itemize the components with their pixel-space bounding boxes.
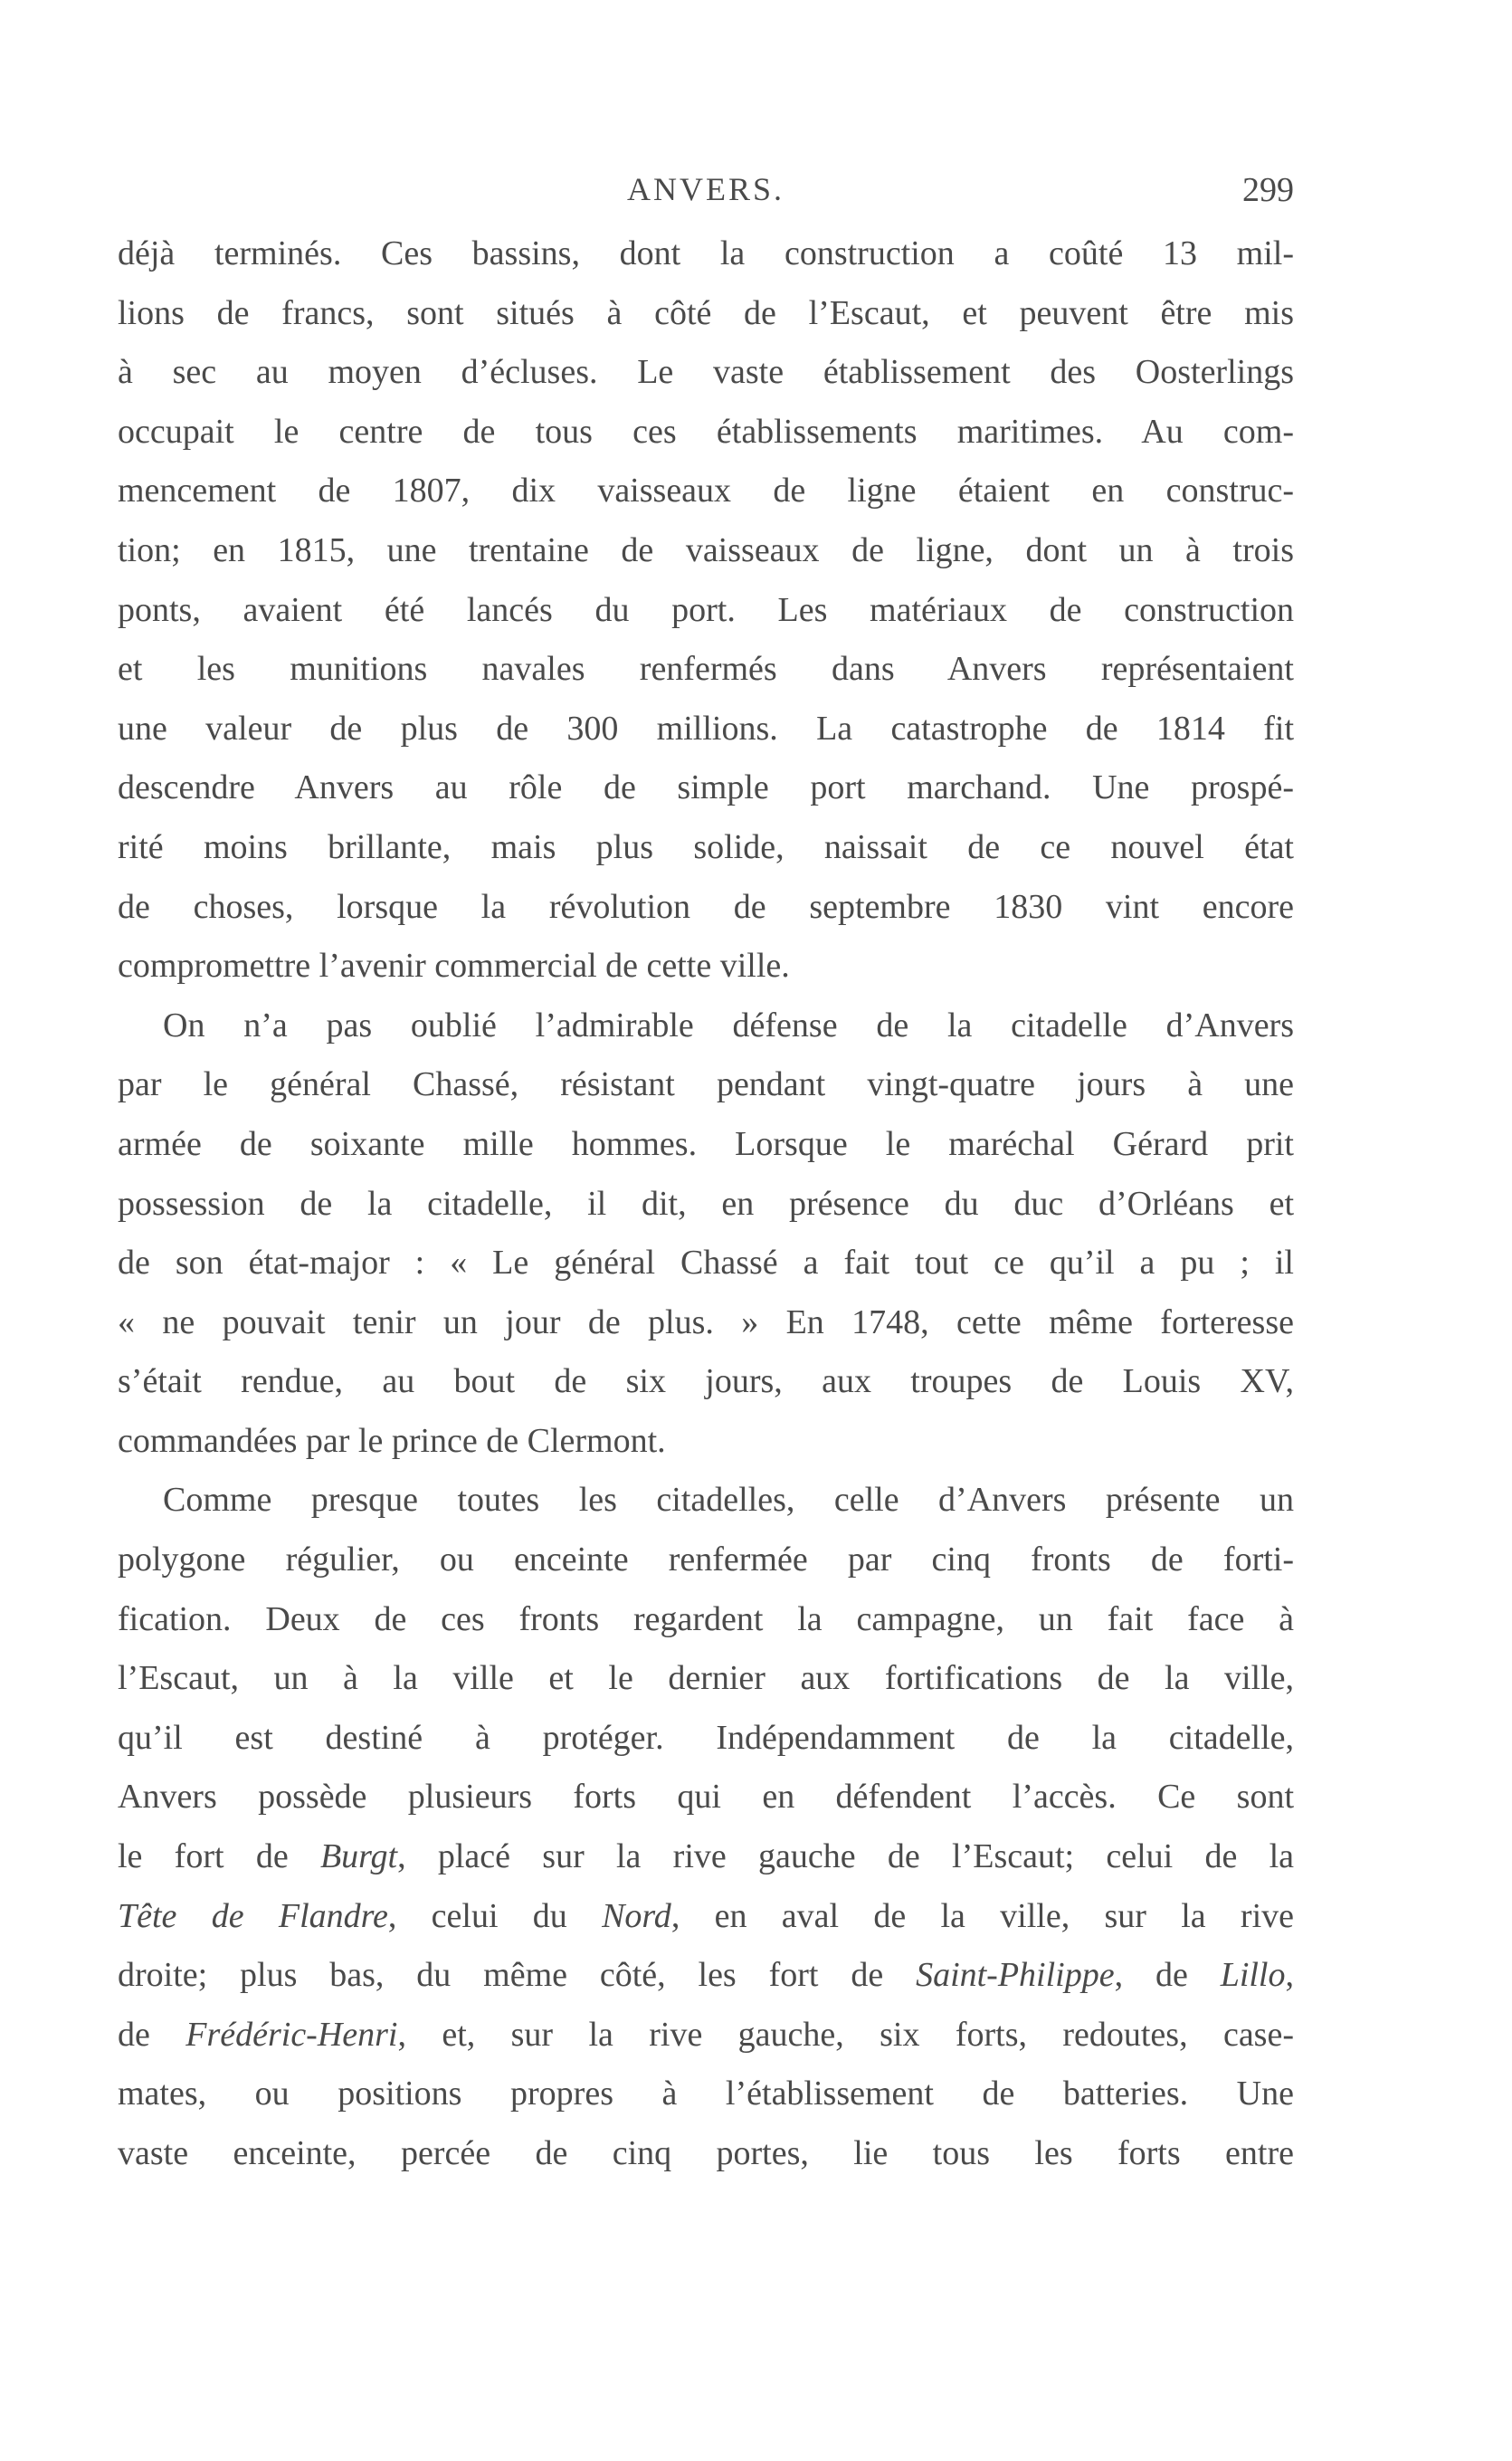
page-header bbox=[118, 170, 1294, 215]
text-line: mencement de 1807, dix vaisseaux de ligne étaient en construc- bbox=[118, 472, 1294, 510]
text-line: de son état-major : « Le général Chassé a fait tout ce qu’il a pu ; il bbox=[118, 1244, 1294, 1283]
text-line: qu’il est destiné à protéger. Indépendamment de la citadelle, bbox=[118, 1718, 1294, 1757]
text-segment: , de bbox=[1114, 1956, 1221, 1995]
text-line: compromettre l’avenir commercial de cette ville. bbox=[118, 947, 790, 986]
place-name-lillo: Lillo bbox=[1220, 1956, 1286, 1995]
text-line: vaste enceinte, percée de cinq portes, lie tous les forts entre bbox=[118, 2134, 1294, 2172]
text-line: l’Escaut, un à la ville et le dernier aux fortifications de la ville, bbox=[118, 1659, 1294, 1698]
text-line: mates, ou positions propres à l’établissement de batteries. Une bbox=[118, 2075, 1294, 2113]
text-segment: de bbox=[118, 2015, 186, 2054]
text-line: s’était rendue, au bout de six jours, aux troupes de Louis XV, bbox=[118, 1362, 1294, 1401]
text-line: déjà terminés. Ces bassins, dont la construction a coûté 13 mil- bbox=[118, 234, 1294, 272]
place-name-burgt: Burgt bbox=[319, 1837, 398, 1876]
text-segment: , placé sur la rive gauche de l’Escaut; celui de la bbox=[397, 1837, 1295, 1876]
place-name-nord: Nord bbox=[602, 1896, 671, 1935]
text-segment: , en aval de la ville, sur la rive bbox=[670, 1896, 1294, 1935]
text-line: commandées par le prince de Clermont. bbox=[118, 1421, 666, 1460]
text-line: Comme presque toutes les citadelles, celle d’Anvers présente un bbox=[163, 1481, 1294, 1520]
text-line: « ne pouvait tenir un jour de plus. » En 1748, cette même forteresse bbox=[118, 1302, 1294, 1341]
text-line: et les munitions navales renfermés dans Anvers représentaient bbox=[118, 650, 1294, 689]
text-line: On n’a pas oublié l’admirable défense de la citadelle d’Anvers bbox=[163, 1006, 1294, 1044]
text-line bbox=[118, 2006, 1294, 2065]
text-line: ponts, avaient été lancés du port. Les matériaux de construction bbox=[118, 590, 1294, 629]
text-segment: , bbox=[1285, 1956, 1294, 1995]
page-number: 299 bbox=[1242, 171, 1294, 209]
place-name-saint-philippe: Saint-Philippe bbox=[916, 1956, 1115, 1995]
text-line: par le général Chassé, résistant pendant vingt-quatre jours à une bbox=[118, 1065, 1294, 1104]
text-line: rité moins brillante, mais plus solide, naissait de ce nouvel état bbox=[118, 827, 1294, 866]
text-segment: , et, sur la rive gauche, six forts, redoutes, case- bbox=[397, 2015, 1294, 2054]
place-name-tete-de-flandre: Tête de Flandre bbox=[118, 1896, 388, 1935]
text-line: descendre Anvers au rôle de simple port marchand. Une prospé- bbox=[118, 768, 1294, 807]
body-text bbox=[118, 224, 1294, 2184]
text-segment: le fort de bbox=[118, 1837, 320, 1876]
text-line: lions de francs, sont situés à côté de l’Escaut, et peuvent être mis bbox=[118, 293, 1294, 332]
text-line: tion; en 1815, une trentaine de vaisseaux de ligne, dont un à trois bbox=[118, 530, 1294, 569]
text-segment: droite; plus bas, du même côté, les fort de bbox=[118, 1956, 917, 1995]
text-line: polygone régulier, ou enceinte renfermée par cinq fronts de forti- bbox=[118, 1541, 1294, 1579]
text-line: armée de soixante mille hommes. Lorsque le maréchal Gérard prit bbox=[118, 1124, 1294, 1163]
place-name-frederic-henri: Frédéric-Henri bbox=[185, 2015, 398, 2054]
text-line: fication. Deux de ces fronts regardent la campagne, un fait face à bbox=[118, 1599, 1294, 1638]
text-line: occupait le centre de tous ces établissements maritimes. Au com- bbox=[118, 412, 1294, 451]
text-line: de choses, lorsque la révolution de septembre 1830 vint encore bbox=[118, 887, 1294, 926]
text-line bbox=[118, 1946, 1294, 2006]
text-line bbox=[118, 1827, 1294, 1887]
text-line: possession de la citadelle, il dit, en présence du duc d’Orléans et bbox=[118, 1184, 1294, 1223]
text-line: une valeur de plus de 300 millions. La catastrophe de 1814 fit bbox=[118, 709, 1294, 748]
running-title: ANVERS. bbox=[626, 171, 785, 207]
text-line: Anvers possède plusieurs forts qui en défendent l’accès. Ce sont bbox=[118, 1778, 1294, 1817]
text-line bbox=[118, 1887, 1294, 1947]
text-line: à sec au moyen d’écluses. Le vaste établissement des Oosterlings bbox=[118, 353, 1294, 392]
text-segment: , celui du bbox=[387, 1896, 603, 1935]
